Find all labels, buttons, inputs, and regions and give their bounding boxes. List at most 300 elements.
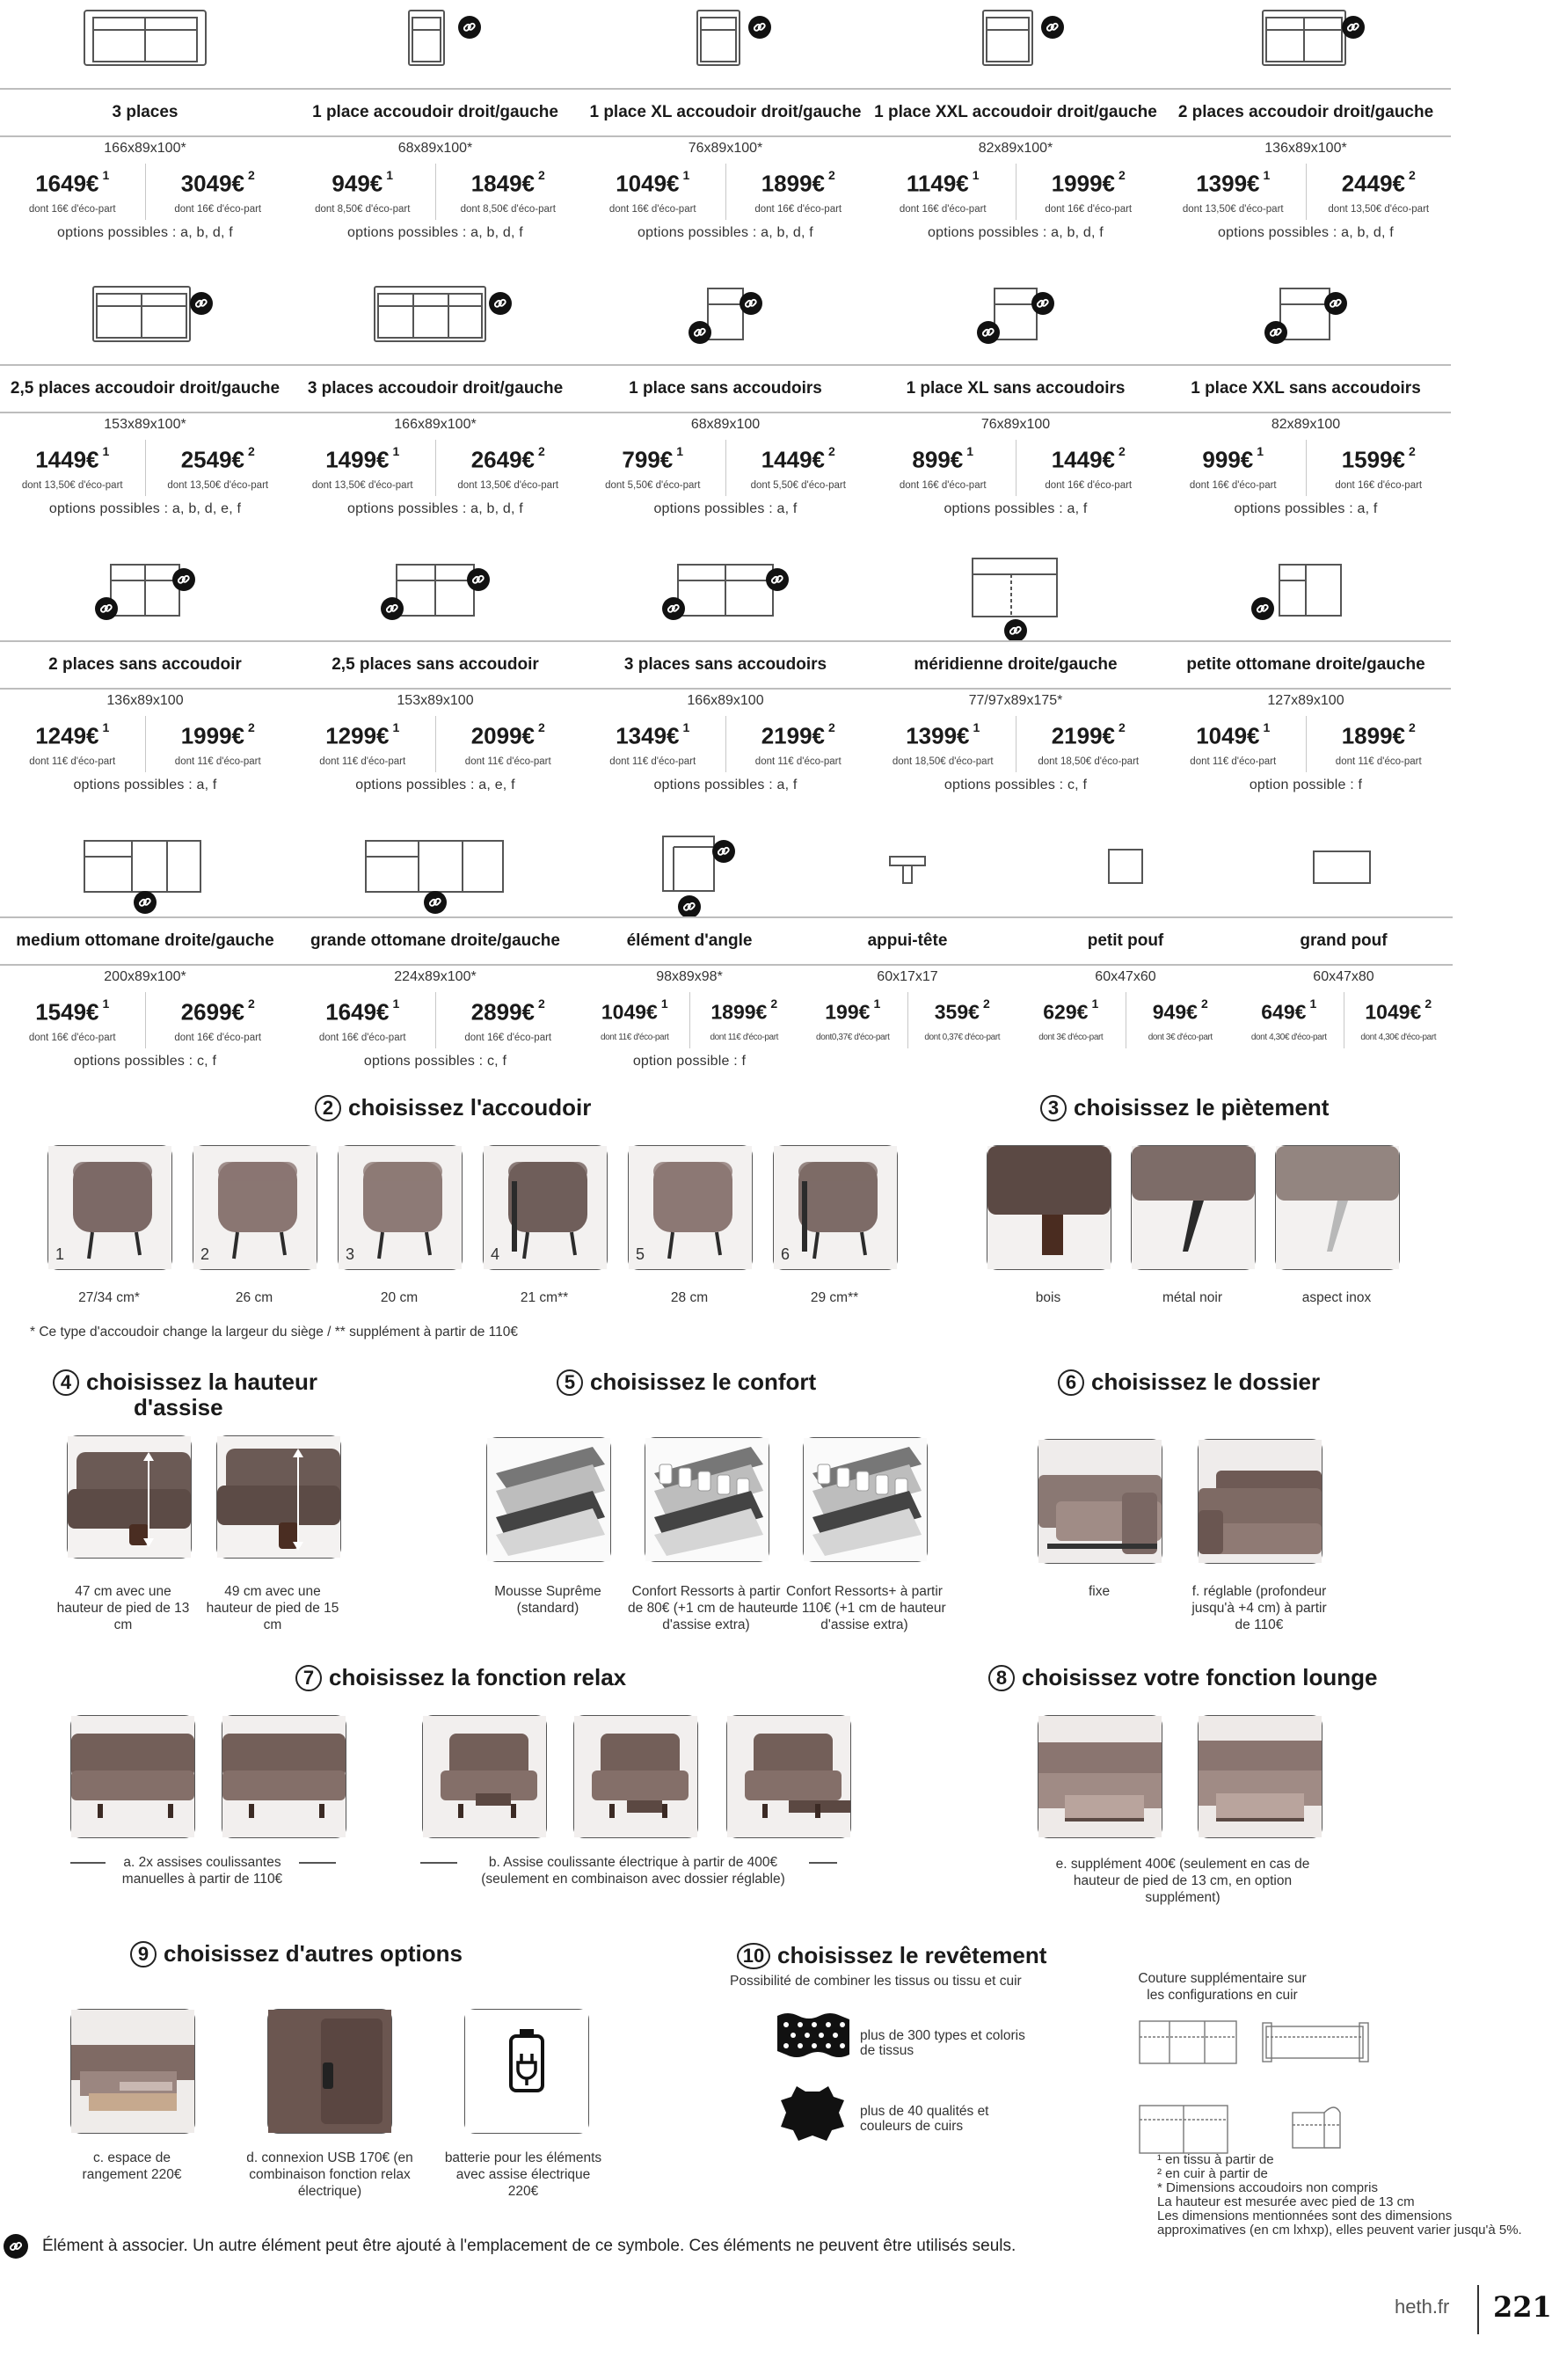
armrest-number: 1	[55, 1245, 65, 1263]
product-dimensions: 82x89x100	[1271, 417, 1341, 432]
link-icon	[467, 568, 490, 591]
product-name: petit pouf	[1087, 931, 1164, 950]
eco-part-leather: dont 11€ d'éco-part	[464, 756, 551, 767]
product-options: options possibles : a, b, d, f	[347, 501, 523, 516]
armrest-footnote: * Ce type d'accoudoir change la largeur du siège / ** supplément à partir de 110€	[30, 1325, 518, 1340]
armrest-option-2[interactable]	[193, 1145, 317, 1270]
product-dimensions: 98x89x98*	[656, 969, 723, 984]
step-number: 4	[53, 1369, 79, 1396]
product-options: options possibles : a, b, d, f	[57, 225, 233, 240]
seat-height-47-caption: 47 cm avec une hauteur de pied de 13 cm	[56, 1584, 190, 1632]
leather-text: plus de 40 qualités et couleurs de cuirs	[860, 2104, 989, 2134]
armrest-option-4[interactable]	[483, 1145, 608, 1270]
product-name: appui-tête	[867, 931, 948, 950]
price-block	[1161, 440, 1451, 496]
price-block	[0, 164, 290, 220]
link-icon	[1004, 619, 1027, 642]
footnote-2: ² en cuir à partir de	[1157, 2166, 1268, 2181]
step-title: choisissez votre fonction lounge	[1022, 1664, 1378, 1690]
seat-1xl-arm-icon	[690, 7, 761, 73]
product-name: 3 places accoudoir droit/gauche	[307, 379, 564, 398]
product-card	[290, 276, 580, 540]
eco-part-fabric: dont 8,50€ d'éco-part	[315, 203, 411, 215]
price-block	[1235, 992, 1453, 1048]
price-fabric: 629€ $^1$	[1043, 997, 1099, 1024]
header-rule	[1161, 88, 1451, 90]
feet-label: bois	[1035, 1290, 1061, 1305]
price-block	[290, 164, 580, 220]
step-title: choisissez d'autres options	[164, 1940, 463, 1967]
step-title: choisissez la fonction relax	[329, 1664, 627, 1690]
feet-option-2[interactable]	[1131, 1145, 1256, 1270]
eco-part-fabric: dont 11€ d'éco-part	[609, 756, 696, 767]
site-url[interactable]: heth.fr	[1395, 2296, 1450, 2318]
eco-part-fabric: dont 11€ d'éco-part	[319, 756, 406, 767]
product-dimensions: 166x89x100	[687, 693, 764, 708]
product-dimensions: 76x89x100*	[688, 141, 763, 156]
product-name: 2,5 places sans accoudoir	[332, 655, 539, 674]
product-options: option possible : f	[632, 1054, 747, 1069]
price-fabric: 1249€ $^1$	[35, 720, 110, 749]
product-card	[0, 0, 290, 264]
chaise-longue-icon	[967, 555, 1064, 630]
eco-part-fabric: dont0,37€ d'éco-part	[816, 1032, 890, 1042]
sofa-3-seat-icon	[79, 7, 211, 73]
price-fabric: 1549€ $^1$	[35, 997, 110, 1026]
header-rule	[290, 640, 580, 642]
relax-photo-1	[70, 1715, 195, 1838]
product-card	[580, 0, 871, 264]
product-name: 2 places accoudoir droit/gauche	[1177, 103, 1434, 121]
header-rule	[1235, 964, 1453, 966]
product-options: options possibles : c, f	[73, 1054, 217, 1069]
battery-caption: batterie pour les éléments avec assise électrique 220€	[444, 2150, 602, 2199]
step-2-heading	[315, 1094, 591, 1121]
header-rule	[0, 688, 290, 690]
step-number: 5	[557, 1369, 583, 1396]
product-card	[580, 276, 871, 540]
header-rule	[290, 364, 580, 366]
product-options: options possibles : a, b, d, f	[928, 225, 1104, 240]
product-card	[1235, 829, 1453, 1092]
eco-part-leather: dont 11€ d'éco-part	[174, 756, 261, 767]
armrest-number: 6	[781, 1245, 791, 1263]
relax-photo-2	[222, 1715, 346, 1838]
header-rule	[580, 364, 871, 366]
backrest-fixed-photo	[1038, 1439, 1162, 1564]
link-icon	[190, 292, 213, 315]
link-icon	[424, 891, 447, 914]
header-rule	[0, 916, 290, 918]
seat-1-noarm-icon	[699, 283, 752, 349]
link-icon	[1264, 321, 1287, 344]
product-card	[1016, 829, 1235, 1092]
header-rule	[1161, 135, 1451, 137]
step-number: 3	[1040, 1095, 1067, 1121]
backrest-adjustable-photo	[1198, 1439, 1322, 1564]
eco-part-leather: dont 11€ d'éco-part	[710, 1032, 779, 1042]
link-icon	[1251, 597, 1274, 620]
price-leather: 1449€ $^2$	[761, 444, 835, 473]
step-7-heading	[295, 1664, 626, 1691]
link-icon	[766, 568, 789, 591]
lounge-photo-2	[1198, 1715, 1322, 1838]
price-fabric: 199€ $^1$	[825, 997, 881, 1024]
price-leather: 2549€ $^2$	[180, 444, 255, 473]
product-dimensions: 166x89x100*	[394, 417, 477, 432]
price-block	[580, 440, 871, 496]
header-rule	[580, 412, 871, 413]
link-icon	[1041, 16, 1064, 39]
product-name: 2 places sans accoudoir	[48, 655, 242, 674]
header-rule	[871, 640, 1161, 642]
header-rule	[0, 640, 290, 642]
header-rule	[871, 688, 1161, 690]
footnote-1: ¹ en tissu à partir de	[1157, 2152, 1274, 2167]
product-options: options possibles : a, b, d, f	[1218, 225, 1394, 240]
price-leather: 1899€ $^2$	[710, 997, 778, 1024]
header-rule	[290, 88, 580, 90]
price-block	[580, 716, 871, 772]
price-fabric: 1449€ $^1$	[35, 444, 110, 473]
header-rule	[1161, 688, 1451, 690]
comfort-caption: Confort Ressorts+ à partir de 110€ (+1 cm de hauteur d'assise extra)	[783, 1584, 946, 1632]
eco-part-fabric: dont 3€ d'éco-part	[1038, 1032, 1104, 1042]
price-leather: 1899€ $^2$	[761, 168, 835, 197]
product-card	[871, 276, 1161, 540]
usb-photo	[267, 2009, 392, 2134]
price-block	[871, 440, 1161, 496]
header-rule	[871, 364, 1161, 366]
seat-2-5-noarm-icon	[391, 559, 479, 625]
large-ottoman-icon	[361, 836, 510, 902]
link-icon	[689, 321, 711, 344]
eco-part-fabric: dont 13,50€ d'éco-part	[21, 479, 123, 491]
eco-part-leather: dont 8,50€ d'éco-part	[460, 203, 556, 215]
eco-part-leather: dont 16€ d'éco-part	[1045, 203, 1133, 215]
footnote-4: La hauteur est mesurée avec pied de 13 cm	[1157, 2194, 1415, 2209]
product-dimensions: 224x89x100*	[394, 969, 477, 984]
product-card	[290, 829, 580, 1092]
product-dimensions: 200x89x100*	[104, 969, 186, 984]
step-title: choisissez le revêtement	[777, 1942, 1047, 1968]
footer-divider	[1477, 2285, 1479, 2334]
eco-part-leather: dont 13,50€ d'éco-part	[457, 479, 559, 491]
product-card	[1161, 552, 1451, 816]
armrest-number: 2	[200, 1245, 210, 1263]
eco-part-fabric: dont 16€ d'éco-part	[1189, 479, 1277, 491]
cover-subtitle: Possibilité de combiner les tissus ou tissu et cuir	[730, 1974, 1022, 1989]
link-icon	[489, 292, 512, 315]
product-name: élément d'angle	[626, 931, 753, 950]
price-fabric: 949€ $^1$	[332, 168, 394, 197]
relax-photo-5	[726, 1715, 851, 1838]
price-fabric: 1299€ $^1$	[325, 720, 400, 749]
step-3-heading	[1040, 1094, 1329, 1121]
product-options: options possibles : a, f	[653, 501, 798, 516]
page-number: 221	[1493, 2290, 1552, 2324]
legend	[4, 2234, 1016, 2259]
small-ottoman-icon	[1262, 559, 1350, 625]
header-rule	[290, 688, 580, 690]
eco-part-fabric: dont 16€ d'éco-part	[28, 1032, 116, 1043]
product-name: medium ottomane droite/gauche	[16, 931, 274, 950]
link-icon	[1342, 16, 1365, 39]
fabric-text: plus de 300 types et coloris de tissus	[860, 2028, 1025, 2058]
eco-part-leather: dont 16€ d'éco-part	[174, 203, 262, 215]
price-fabric: 649€ $^1$	[1261, 997, 1317, 1024]
product-card	[798, 829, 1016, 1092]
header-rule	[1016, 916, 1235, 918]
price-fabric: 999€ $^1$	[1202, 444, 1264, 473]
product-dimensions: 127x89x100	[1267, 693, 1344, 708]
price-leather: 2699€ $^2$	[180, 997, 255, 1026]
armrest-width: 28 cm	[670, 1290, 709, 1305]
product-name: 3 places sans accoudoirs	[623, 655, 827, 674]
usb-caption: d. connexion USB 170€ (en combinaison fonction relax électrique)	[246, 2150, 413, 2199]
header-rule	[580, 688, 871, 690]
footnote-3: * Dimensions accoudoirs non compris	[1157, 2180, 1378, 2195]
backrest-fixed-caption: fixe	[1088, 1584, 1111, 1599]
product-card	[0, 552, 290, 816]
price-block	[1016, 992, 1235, 1048]
price-fabric: 1149€ $^1$	[906, 168, 980, 197]
armrest-option-6[interactable]	[773, 1145, 898, 1270]
price-leather: 1899€ $^2$	[1341, 720, 1416, 749]
header-rule	[580, 916, 798, 918]
armrest-option-3[interactable]	[338, 1145, 463, 1270]
price-leather: 949€ $^2$	[1152, 997, 1208, 1024]
price-block	[0, 992, 290, 1048]
product-dimensions: 153x89x100*	[104, 417, 186, 432]
price-block	[871, 164, 1161, 220]
price-leather: 2199€ $^2$	[1051, 720, 1126, 749]
header-rule	[1161, 412, 1451, 413]
seat-1xxl-arm-icon	[978, 7, 1053, 73]
product-dimensions: 60x47x60	[1095, 969, 1156, 984]
relax-photo-3	[422, 1715, 547, 1838]
eco-part-leather: dont 16€ d'éco-part	[754, 203, 842, 215]
link-icon	[740, 292, 762, 315]
header-rule	[580, 964, 798, 966]
step-title: choisissez le dossier	[1091, 1369, 1321, 1395]
price-leather: 2899€ $^2$	[470, 997, 545, 1026]
comfort-caption: Mousse Suprême (standard)	[494, 1584, 601, 1616]
eco-part-leather: dont 11€ d'éco-part	[754, 756, 842, 767]
product-name: 1 place accoudoir droit/gauche	[312, 103, 558, 121]
step-title-line2: d'assise	[134, 1394, 223, 1420]
eco-part-fabric: dont 11€ d'éco-part	[600, 1032, 669, 1042]
feet-option-3[interactable]	[1275, 1145, 1400, 1270]
armrest-width: 27/34 cm*	[78, 1290, 140, 1305]
eco-part-fabric: dont 4,30€ d'éco-part	[1250, 1032, 1327, 1042]
header-rule	[798, 916, 1016, 918]
step-number: 2	[315, 1095, 341, 1121]
armrest-option-1[interactable]	[47, 1145, 172, 1270]
price-fabric: 1049€ $^1$	[616, 168, 690, 197]
armrest-width: 26 cm	[235, 1290, 273, 1305]
price-fabric: 1649€ $^1$	[325, 997, 400, 1026]
step-9-heading	[130, 1940, 463, 1968]
eco-part-fabric: dont 16€ d'éco-part	[28, 203, 116, 215]
product-options: option possible : f	[1249, 778, 1363, 792]
eco-part-fabric: dont 18,50€ d'éco-part	[892, 756, 994, 767]
header-rule	[290, 412, 580, 413]
product-options: options possibles : a, b, d, f	[638, 225, 813, 240]
comfort-option-1[interactable]	[486, 1437, 611, 1562]
product-options: options possibles : c, f	[944, 778, 1088, 792]
product-name: 1 place XL accoudoir droit/gauche	[589, 103, 862, 121]
step-number: 8	[988, 1665, 1015, 1691]
step-title: choisissez le confort	[590, 1369, 817, 1395]
price-block	[290, 992, 580, 1048]
price-fabric: 899€ $^1$	[912, 444, 974, 473]
seat-2-5-arm-icon	[88, 283, 202, 349]
eco-part-leather: dont 4,30€ d'éco-part	[1360, 1032, 1437, 1042]
comfort-option-3[interactable]	[803, 1437, 928, 1562]
product-card	[0, 829, 290, 1092]
feet-label: aspect inox	[1301, 1290, 1372, 1305]
price-fabric: 1499€ $^1$	[325, 444, 400, 473]
price-block	[290, 440, 580, 496]
armrest-width: 20 cm	[380, 1290, 419, 1305]
price-leather: 1599€ $^2$	[1341, 444, 1416, 473]
price-fabric: 1399€ $^1$	[906, 720, 980, 749]
eco-part-leather: dont 16€ d'éco-part	[1045, 479, 1133, 491]
product-options: options possibles : c, f	[363, 1054, 507, 1069]
corner-element-icon	[654, 831, 725, 906]
step-number: 10	[737, 1943, 770, 1969]
feet-label: métal noir	[1162, 1290, 1223, 1305]
step-4-heading	[53, 1369, 317, 1421]
header-rule	[1161, 640, 1451, 642]
product-name: méridienne droite/gauche	[914, 655, 1118, 674]
armrest-number: 5	[636, 1245, 645, 1263]
eco-part-fabric: dont 16€ d'éco-part	[608, 203, 696, 215]
product-options: options possibles : a, e, f	[355, 778, 515, 792]
header-rule	[871, 135, 1161, 137]
price-leather: 2449€ $^2$	[1341, 168, 1416, 197]
price-leather: 359€ $^2$	[934, 997, 990, 1024]
relax-photo-4	[573, 1715, 698, 1838]
price-fabric: 1049€ $^1$	[1196, 720, 1271, 749]
header-rule	[0, 88, 290, 90]
price-fabric: 1049€ $^1$	[601, 997, 668, 1024]
price-leather: 2099€ $^2$	[470, 720, 545, 749]
eco-part-leather: dont 16€ d'éco-part	[464, 1032, 552, 1043]
step-8-heading	[988, 1664, 1378, 1691]
link-icon	[458, 16, 481, 39]
eco-part-leather: dont 11€ d'éco-part	[1335, 756, 1422, 767]
price-fabric: 1649€ $^1$	[35, 168, 110, 197]
link-icon	[4, 2234, 28, 2259]
seat-2-noarm-icon	[106, 559, 185, 625]
product-name: 3 places	[112, 103, 179, 121]
lounge-caption: e. supplément 400€ (seulement en cas de hauteur de pied de 13 cm, en option supplément)	[1055, 1857, 1310, 1905]
product-dimensions: 68x89x100*	[397, 141, 473, 156]
lounge-photo-1	[1038, 1715, 1162, 1838]
storage-photo	[70, 2009, 195, 2134]
large-pouf-icon	[1308, 844, 1379, 893]
price-block	[1161, 716, 1451, 772]
price-leather: 1049€ $^2$	[1365, 997, 1432, 1024]
relax-a-caption: a. 2x assises coulissantes manuelles à partir de 110€	[106, 1854, 299, 1887]
eco-part-leather: dont 13,50€ d'éco-part	[1328, 203, 1430, 215]
eco-part-leather: dont 13,50€ d'éco-part	[167, 479, 269, 491]
step-6-heading	[1058, 1369, 1320, 1396]
step-number: 7	[295, 1665, 322, 1691]
header-rule	[798, 964, 1016, 966]
product-name: petite ottomane droite/gauche	[1186, 655, 1425, 674]
link-icon	[977, 321, 1000, 344]
feet-option-1[interactable]	[987, 1145, 1111, 1270]
seat-height-49-caption: 49 cm avec une hauteur de pied de 15 cm	[206, 1584, 339, 1632]
link-icon	[381, 597, 404, 620]
header-rule	[580, 135, 871, 137]
battery-photo	[464, 2009, 589, 2134]
step-title: choisissez l'accoudoir	[348, 1094, 592, 1121]
comfort-option-2[interactable]	[645, 1437, 769, 1562]
armrest-option-5[interactable]	[628, 1145, 753, 1270]
price-leather: 3049€ $^2$	[180, 168, 255, 197]
seat-height-49-photo	[216, 1435, 341, 1559]
comfort-caption: Confort Ressorts à partir de 80€ (+1 cm de hauteur d'assise extra)	[628, 1584, 784, 1632]
product-card	[1161, 276, 1451, 540]
headrest-icon	[881, 844, 934, 893]
header-rule	[290, 916, 580, 918]
footnotes	[1157, 2153, 1526, 2238]
step-5-heading	[557, 1369, 816, 1396]
price-leather: 1999€ $^2$	[1051, 168, 1126, 197]
stitch-diagrams	[1134, 2014, 1381, 2164]
seat-3-arm-icon	[369, 283, 501, 349]
header-rule	[580, 640, 871, 642]
eco-part-fabric: dont 16€ d'éco-part	[318, 1032, 406, 1043]
price-fabric: 1349€ $^1$	[616, 720, 690, 749]
eco-part-fabric: dont 13,50€ d'éco-part	[311, 479, 413, 491]
eco-part-fabric: dont 13,50€ d'éco-part	[1182, 203, 1284, 215]
product-dimensions: 76x89x100	[980, 417, 1051, 432]
seat-1-arm-icon	[400, 7, 470, 73]
product-dimensions: 60x17x17	[877, 969, 938, 984]
product-name: grand pouf	[1300, 931, 1388, 950]
armrest-number: 3	[346, 1245, 355, 1263]
product-card	[580, 829, 798, 1092]
link-icon	[1031, 292, 1054, 315]
link-icon	[662, 597, 685, 620]
backrest-adjustable-caption: f. réglable (profondeur jusqu'à +4 cm) à partir de 110€	[1191, 1584, 1327, 1632]
product-name: 1 place XXL sans accoudoirs	[1191, 379, 1421, 398]
product-card	[580, 552, 871, 816]
product-card	[290, 552, 580, 816]
product-options: options possibles : a, f	[73, 778, 217, 792]
footnote-5: Les dimensions mentionnées sont des dimensions approximatives (en cm lxhxp), elles peuvent varier jusqu'à 5%.	[1157, 2208, 1522, 2238]
eco-part-leather: dont 5,50€ d'éco-part	[750, 479, 846, 491]
link-icon	[678, 895, 701, 918]
eco-part-fabric: dont 11€ d'éco-part	[29, 756, 116, 767]
header-rule	[290, 964, 580, 966]
seat-1xxl-noarm-icon	[1275, 283, 1337, 349]
price-block	[798, 992, 1016, 1048]
product-dimensions: 68x89x100	[690, 417, 761, 432]
product-card	[290, 0, 580, 264]
price-block	[0, 440, 290, 496]
price-block	[0, 716, 290, 772]
price-leather: 2649€ $^2$	[470, 444, 545, 473]
link-icon	[95, 597, 118, 620]
product-dimensions: 136x89x100*	[1264, 141, 1347, 156]
stitch-title: Couture supplémentaire sur les configurations en cuir	[1138, 1971, 1307, 2003]
